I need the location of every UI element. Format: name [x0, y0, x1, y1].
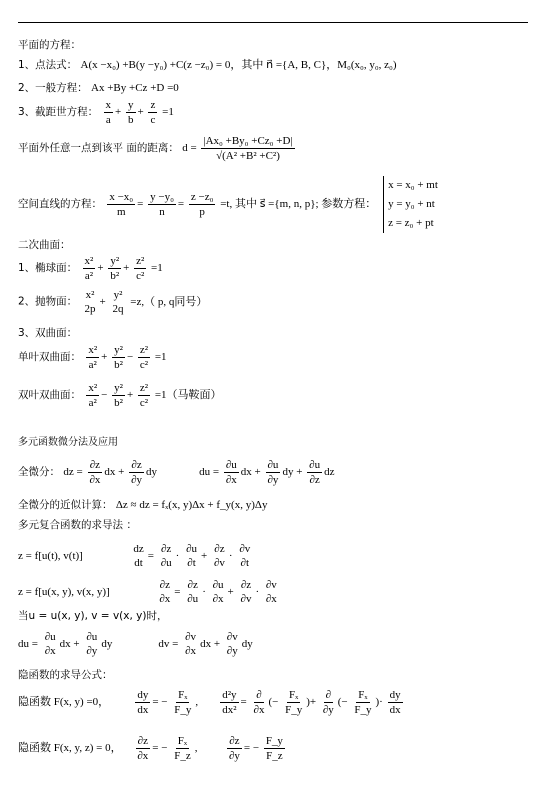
intercept-tail: =1 [162, 106, 174, 119]
distance-line [18, 134, 297, 163]
implicit-heading: 隐函数的求导公式： [18, 669, 113, 681]
ellipsoid-label: 1、椭球面： [18, 262, 78, 275]
total-differential-line [18, 458, 334, 487]
two-sheet-line [18, 381, 222, 410]
implicit-1-label: 隐函数 F(x, y) =0， [18, 696, 110, 709]
ellipsoid-line [18, 254, 163, 283]
one-sheet-label: 单叶双曲面： [18, 351, 81, 364]
composite-1-function: z = f[u(t), v(t)] [18, 549, 83, 562]
paraboloid-equation: x² 2p + y² 2q =z,（ p, q同号） [84, 289, 208, 315]
implicit-2-equation: $\frac{\partial z}{\partial x}$ = − $\frac{\text{Fₓ}}{F\_z}$ , $\frac{\partial z}{\partial y}$ = − $\frac{F\_y}{F\_z}$ [137, 735, 283, 762]
approx-label: 全微分的近似计算： [18, 499, 113, 511]
when-line: 当u = u(x, y), v = v(x, y)时， [18, 610, 168, 622]
distance-label: 平面外任意一点到该平 面的距离： [18, 142, 179, 155]
composite-2-line [18, 578, 281, 606]
implicit-2-label: 隐函数 F(x, y, z) = 0， [18, 742, 122, 755]
approx-line [18, 498, 267, 512]
section-multivar-heading: 多元函数微分法及应用 [18, 437, 118, 448]
implicit-2-line [18, 734, 287, 763]
point-normal-equation: A(x −x₀) +B(y −y₀) +C(z −z₀) = 0，其中 n⃗ ={A, B, C}，M₀(x₀, y₀, z₀) [80, 59, 397, 71]
intercept-equation: $\frac{x}{a}$ + $\frac{y}{b}$ + $\frac{z}{c}$ =1 [105, 99, 174, 126]
two-sheet-equation: $\frac{\text{x²}}{\text{a²}}$ − $\frac{\text{y²}}{\text{b²}}$ + $\frac{\text{z²}}{\text{c²}}$ =1（马鞍面） [88, 382, 222, 409]
implicit-1-second: $\frac{\text{d²y}}{\text{dx²}}$ = $\frac{\partial}{\partial x}$ (− $\frac{\text{Fₓ}}{F\_y}$ )+ $\frac{\partial}{\partial y}$ (− $\frac{\text{Fₓ}}{F\_y}$ )· $\frac{dy}{dx}$ [222, 689, 401, 716]
du-dv-line [18, 630, 253, 658]
line-equation-line [18, 176, 438, 233]
composite-1-line [18, 542, 254, 570]
line-equation: $\frac{\text{x −x₀}}{m}$ = $\frac{\text{y −y₀}}{n}$ = $\frac{\text{z −z₀}}{p}$ =t, 其中 s⃗ ={m, n, p}; 参数方程： x = x₀ + mt y = y₀ + nt z = z₀ + pt [105, 198, 438, 210]
distance-equation [182, 135, 296, 162]
approx-equation: Δz ≈ dz = fₓ(x, y)Δx + f_y(x, y)Δy [115, 499, 268, 511]
one-sheet-equation: $\frac{\text{x²}}{\text{a²}}$ + $\frac{\text{y²}}{\text{b²}}$ − $\frac{\text{z²}}{\text{c²}}$ =1 [88, 344, 167, 371]
one-sheet-line [18, 343, 167, 372]
intercept-line [18, 98, 174, 127]
dz-equation: dz = $\frac{\partial z}{\partial x}$ dx + $\frac{\partial z}{\partial y}$ dy [63, 459, 158, 486]
composite-2-equation: ∂z ∂x = ∂z ∂u · ∂u ∂x + ∂z ∂v · ∂v ∂x [159, 579, 277, 605]
general-line [18, 81, 179, 95]
section-hyperboloid-heading: 3、双曲面： [18, 327, 78, 339]
distance-lhs: d = [182, 142, 197, 155]
distance-numerator: |Ax₀ +By₀ +Cz₀ +D| [203, 135, 293, 147]
line-tail: =t, 其中 s⃗ ={m, n, p}; 参数方程： [220, 198, 377, 211]
parametric-system: x = x₀ + mt y = y₀ + nt z = z₀ + pt [383, 176, 438, 233]
two-sheet-label: 双叶双曲面： [18, 389, 81, 402]
line-label: 空间直线的方程： [18, 198, 102, 211]
implicit-1-line [18, 688, 405, 717]
dv2-equation: dv = ∂v ∂x dx + ∂v ∂y dy [158, 631, 253, 657]
point-normal-line [18, 58, 397, 72]
composite-heading: 多元复合函数的求导法 ： [18, 519, 137, 531]
ellipsoid-equation: $\frac{\text{x²}}{\text{a²}}$ + $\frac{\text{y²}}{\text{b²}}$ + $\frac{\text{z²}}{\text{c²}}$ =1 [84, 255, 163, 282]
implicit-1-first: $\frac{dy}{dx}$ = − $\frac{\text{Fₓ}}{F\_y}$ , [137, 689, 201, 716]
distance-denominator: √(A² +B² +C²) [216, 150, 280, 162]
paraboloid-line [18, 288, 207, 316]
intercept-label: 3、截距世方程： [18, 106, 99, 119]
top-rule [18, 22, 528, 23]
point-normal-label: 1、点法式： [18, 59, 78, 71]
paraboloid-label: 2、抛物面： [18, 295, 78, 308]
composite-2-function: z = f[u(x, y), v(x, y)] [18, 585, 110, 598]
section-quadric-heading: 二次曲面： [18, 239, 71, 251]
composite-1-equation: dz dt = ∂z ∂u · ∂u ∂t + ∂z ∂v · ∂v ∂t [133, 543, 251, 569]
general-label: 2、一般方程： [18, 82, 88, 94]
du-equation: du = $\frac{\partial u}{\partial x}$ dx + $\frac{\partial u}{\partial y}$ dy + $\frac{\partial u}{\partial z}$ dz [199, 459, 335, 486]
section-plane-heading: 平面的方程： [18, 39, 81, 51]
total-diff-label: 全微分： [18, 466, 60, 479]
general-equation: Ax +By +Cz +D =0 [91, 82, 179, 94]
du2-equation: du = ∂u ∂x dx + ∂u ∂y dy [18, 631, 113, 657]
